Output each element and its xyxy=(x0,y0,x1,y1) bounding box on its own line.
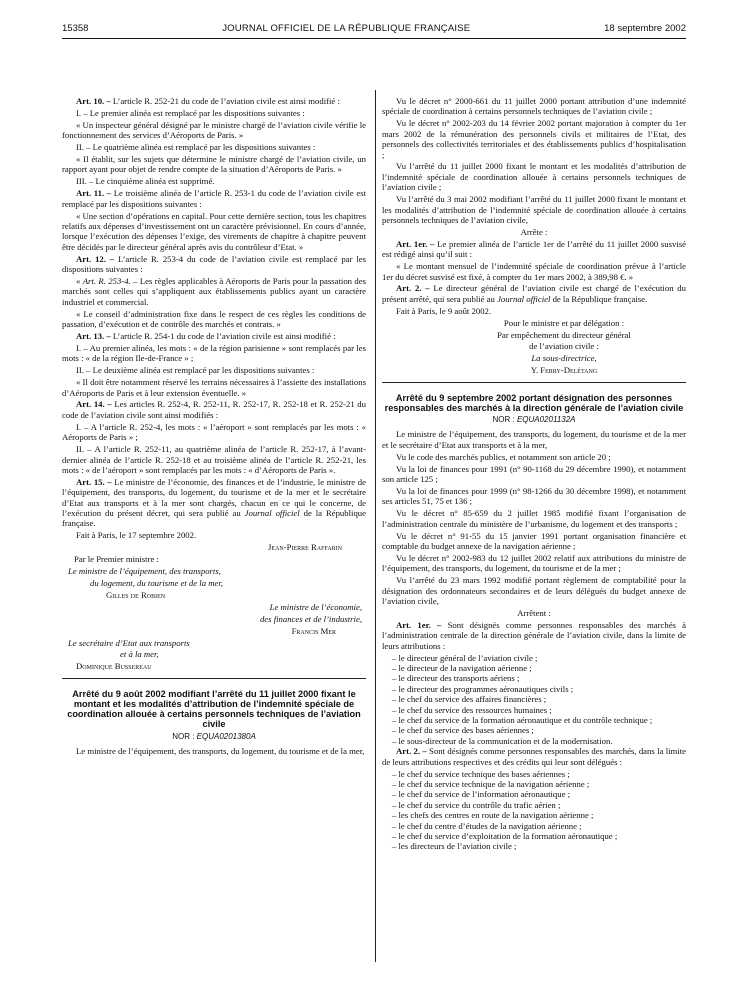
paragraph: Fait à Paris, le 17 septembre 2002. xyxy=(76,530,197,541)
list-item: – le chef du service technique des bases aériennes ; xyxy=(392,768,570,779)
issue-date: 18 septembre 2002 xyxy=(604,23,686,34)
list-item: – le chef du service des bases aériennes ; xyxy=(392,725,534,736)
list-item: – le chef du service des ressources humaines ; xyxy=(392,704,552,715)
paragraph: « Le montant mensuel de l’indemnité spéciale de coordination prévue à l’article 1er du décret susvisé est fixé, à compter du 1er mars 2002, à 389,98 €. » xyxy=(382,261,686,282)
paragraph: Vu le décret n° 2002-203 du 14 février 2002 portant majoration à compter du 1er mars 2002 de la rémunération des personnels civils et militaires de l’Etat, des personnels des collectivités territoriales et des établissements publics d’hospitalisation ; xyxy=(382,118,686,160)
list-item: – le sous-directeur de la communication et de la modernisation. xyxy=(392,735,613,746)
signatory-name: Y. Ferry-Delétang xyxy=(530,365,598,376)
left-column xyxy=(62,96,366,758)
list-item: – le directeur de la navigation aérienne ; xyxy=(392,663,532,673)
responsables-list xyxy=(382,769,686,852)
paragraph: Vu le décret n° 85-659 du 2 juillet 1985 modifié fixant l’organisation de l’administration centrale du ministère de l’urbanisme, du logement et des transports ; xyxy=(382,508,686,529)
list-item: – le chef du centre d’études de la navigation aérienne ; xyxy=(392,820,582,831)
paragraph: Vu l’arrêté du 3 mai 2002 modifiant l’arrêté du 11 juillet 2000 fixant le montant et les modalités d’attribution de l’indemnité spéciale de coordination allouée à certains personnels techniques de l’aviation civile, xyxy=(382,194,686,225)
paragraph: Art. 2. – Le directeur général de l’aviation civile est chargé de l’exécution du présent arrêté, qui sera publié au Journal officiel de la République française. xyxy=(382,283,686,304)
column-divider xyxy=(375,90,376,962)
signatory-name: Francis Mer xyxy=(291,625,336,636)
signature-line: Le ministre de l’équipement, des transports, xyxy=(68,566,221,577)
paragraph: Fait à Paris, le 9 août 2002. xyxy=(396,305,492,316)
signature-line: Pour le ministre et par délégation : xyxy=(503,317,625,328)
paragraph: Vu le décret n° 2000-661 du 11 juillet 2000 portant attribution d’une indemnité spéciale de coordination à certains personnels techniques de l’aviation civile ; xyxy=(382,96,686,117)
list-item: – le chef du service du contrôle du trafic aérien ; xyxy=(392,799,561,810)
paragraph: Le ministre de l’équipement, des transports, du logement, du tourisme et de la mer et le secrétaire d’Etat aux transports et à la mer, xyxy=(382,429,686,450)
paragraph: Vu le code des marchés publics, et notamment son article 20 ; xyxy=(396,451,611,462)
signature-line: des finances et de l’industrie, xyxy=(259,613,362,624)
signature-line: Par empêchement du directeur général xyxy=(497,329,631,340)
signature-line: Par le Premier ministre : xyxy=(74,554,159,565)
arrete-title: Arrêté du 9 août 2002 modifiant l’arrêté du 11 juillet 2000 fixant le montant et les modalités d’attribution de l’indemnité spéciale de coordination allouée à certains personnels techniques de l’aviation civile xyxy=(67,688,361,730)
paragraph: Art. 1er. – Le premier alinéa de l’article 1er de l’arrêté du 11 juillet 2000 susvisé est rédigé ainsi qu’il suit : xyxy=(382,238,686,260)
signatory-name: Jean-Pierre Raffarin xyxy=(268,542,342,553)
journal-title: JOURNAL OFFICIEL DE LA RÉPUBLIQUE FRANÇAISE xyxy=(222,23,471,34)
signature-line: de l’aviation civile : xyxy=(529,341,599,352)
paragraph: « Une section d’opérations en capital. Pour cette dernière section, tous les chapitres relatifs aux dépenses d’investissement ont un caractère prévisionnel. En cours d’année, lorsque l’exécution des dépenses l’exige, des virements de chapitre à chapitre peuvent être décidés par le directeur général après avis du contrôleur d’Etat. » xyxy=(62,210,366,252)
arrete-title: Arrêté du 9 septembre 2002 portant désignation des personnes responsables des marchés à la direction générale de l’aviation civile xyxy=(384,392,684,413)
paragraph: Art. 14. – Les articles R. 252-4, R. 252-11, R. 252-17, R. 252-18 et R. 252-21 du code de l’aviation civile sont ainsi modifiés : xyxy=(62,399,366,420)
list-item: – le directeur des programmes aéronautiques civils ; xyxy=(392,683,574,694)
paragraph: Vu l’arrêté du 11 juillet 2000 fixant le montant et les modalités d’attribution de l’indemnité spéciale de coordination allouée à certains personnels techniques de l’aviation civile ; xyxy=(382,161,686,193)
paragraph: « Un inspecteur général désigné par le ministre chargé de l’aviation civile vérifie le fonctionnement des services d’Aéroports de Paris. » xyxy=(62,119,366,141)
list-item: – le directeur général de l’aviation civile ; xyxy=(392,652,538,663)
signature-line: du logement, du tourisme et de la mer, xyxy=(90,577,223,588)
nor-reference: NOR : EQUA0201380A xyxy=(172,731,256,741)
paragraph: Art. 13. – L’article R. 254-1 du code de l’aviation civile est ainsi modifié : xyxy=(76,331,336,342)
list-item: – les chefs des centres en route de la navigation aérienne ; xyxy=(392,810,594,821)
paragraph: Vu le décret n° 2002-983 du 12 juillet 2002 relatif aux attributions du ministre de l’équipement, des transports, du logement, du tourisme et de la mer ; xyxy=(382,552,686,574)
paragraph: I. – A l’article R. 252-4, les mots : « l’aéroport » sont remplacés par les mots : « Aéroports de Paris » ; xyxy=(62,421,366,443)
paragraph: Arrête : xyxy=(520,226,548,237)
signature-line: et à la mer, xyxy=(120,649,159,660)
list-item: – le chef du service d’exploitation de la formation aéronautique ; xyxy=(392,831,618,841)
paragraph: « Le conseil d’administration fixe dans le respect de ces règles les conditions de passation, d’exécution et de contrôle des marchés et contrats. » xyxy=(62,308,366,330)
paragraph: Art. 12. – L’article R. 253-4 du code de l’aviation civile est remplacé par les dispositions suivantes : xyxy=(62,253,366,275)
paragraph: II. – A l’article R. 252-11, au quatrième alinéa de l’article R. 252-17, à l’avant-dernier alinéa de l’article R. 252-18 et au troisième alinéa de l’article R. 252-21, les mots : « de l’aéroport » sont remplacés par les mots : « d’Aéroports de Paris ». xyxy=(62,444,366,475)
paragraph: III. – Le cinquième alinéa est supprimé. xyxy=(76,176,215,187)
paragraph: Art. 10. – L’article R. 252-21 du code de l’aviation civile est ainsi modifié : xyxy=(76,96,340,106)
signature-line: Le ministre de l’économie, xyxy=(269,601,362,612)
paragraph: II. – Le quatrième alinéa est remplacé par les dispositions suivantes : xyxy=(76,142,316,153)
paragraph: Vu le décret n° 91-55 du 15 janvier 1991 portant organisation financière et comptable du budget annexe de la navigation aérienne ; xyxy=(382,530,686,552)
responsables-list xyxy=(382,653,686,747)
paragraph: « Il doit être notamment réservé les terrains nécessaires à l’assiette des installations d’Aéroports de Paris et à leur extension éventuelle. » xyxy=(62,377,366,398)
list-item: – le chef du service des affaires financières ; xyxy=(392,694,547,705)
paragraph: I. – Le premier alinéa est remplacé par les dispositions suivantes : xyxy=(76,107,305,118)
paragraph: Art. 15. – Le ministre de l’économie, des finances et de l’industrie, le ministre de l’équipement, des transports, du logement, du tourisme et de la mer et le secrétaire d’Etat aux transports et à la mer sont chargés, chacun en ce qui le concerne, de l’exécution du présent décret, qui sera publié au Journal officiel de la République française. xyxy=(62,476,366,529)
page-number: 15358 xyxy=(62,23,89,34)
paragraph: Art. 2. – Sont désignés comme personnes responsables des marchés, dans la limite de leurs attributions respectives et des crédits qui leur sont délégués : xyxy=(382,746,686,767)
paragraph: Art. 1er. – Sont désignés comme personnes responsables des marchés à l’administration centrale de la direction générale de l’aviation civile, dans la limite de leurs attributions : xyxy=(382,619,686,651)
paragraph: Le ministre de l’équipement, des transports, du logement, du tourisme et de la mer, xyxy=(76,745,365,756)
paragraph: II. – Le deuxième alinéa est remplacé par les dispositions suivantes : xyxy=(76,365,315,376)
paragraph: « Art. R. 253-4. – Les règles applicables à Aéroports de Paris pour la passation des marchés sont celles qui s’appliquent aux établissements publics ayant un caractère industriel et commercial. xyxy=(62,276,366,307)
paragraph: I. – Au premier alinéa, les mots : « de la région parisienne » sont remplacés par les mots : « de la région Ile-de-France » ; xyxy=(62,342,366,364)
signature-line: La sous-directrice, xyxy=(531,353,597,364)
paragraph: Vu la loi de finances pour 1999 (n° 98-1266 du 30 décembre 1998), et notamment ses articles 51, 75 et 136 ; xyxy=(382,486,686,507)
list-item: – les directeurs de l’aviation civile ; xyxy=(392,841,517,852)
list-item: – le chef du service technique de la navigation aérienne ; xyxy=(392,778,590,789)
separator xyxy=(382,382,686,383)
list-item: – le chef du service de l’information aéronautique ; xyxy=(392,789,571,800)
right-column xyxy=(382,96,686,852)
signatory-name: Gilles de Robien xyxy=(106,589,166,600)
paragraph: Vu la loi de finances pour 1991 (n° 90-1168 du 29 décembre 1990), et notamment son article 125 ; xyxy=(382,463,686,485)
signature-line: Le secrétaire d’Etat aux transports xyxy=(68,637,190,648)
list-item: – le chef du service de la formation aéronautique et du contrôle technique ; xyxy=(392,715,653,726)
paragraph: Art. 11. – Le troisième alinéa de l’article R. 253-1 du code de l’aviation civile est remplacé par les dispositions suivantes : xyxy=(62,188,366,209)
paragraph: Arrêtent : xyxy=(517,607,551,618)
paragraph: Vu l’arrêté du 23 mars 1992 modifié portant règlement de comptabilité pour la désignation des ordonnateurs secondaires et de leurs délégués du budget annexe de l’aviation civile, xyxy=(382,575,686,607)
signatory-name: Dominique Bussereau xyxy=(76,661,152,672)
paragraph: « Il établit, sur les sujets que détermine le ministre chargé de l’aviation civile, un rapport ayant pour objet de rendre compte de la situation d’Aéroports de Paris. » xyxy=(62,154,366,175)
page-header xyxy=(62,20,686,39)
nor-reference: NOR : EQUA0201132A xyxy=(492,415,576,425)
separator xyxy=(62,678,366,679)
list-item: – le directeur des transports aériens ; xyxy=(392,673,520,684)
